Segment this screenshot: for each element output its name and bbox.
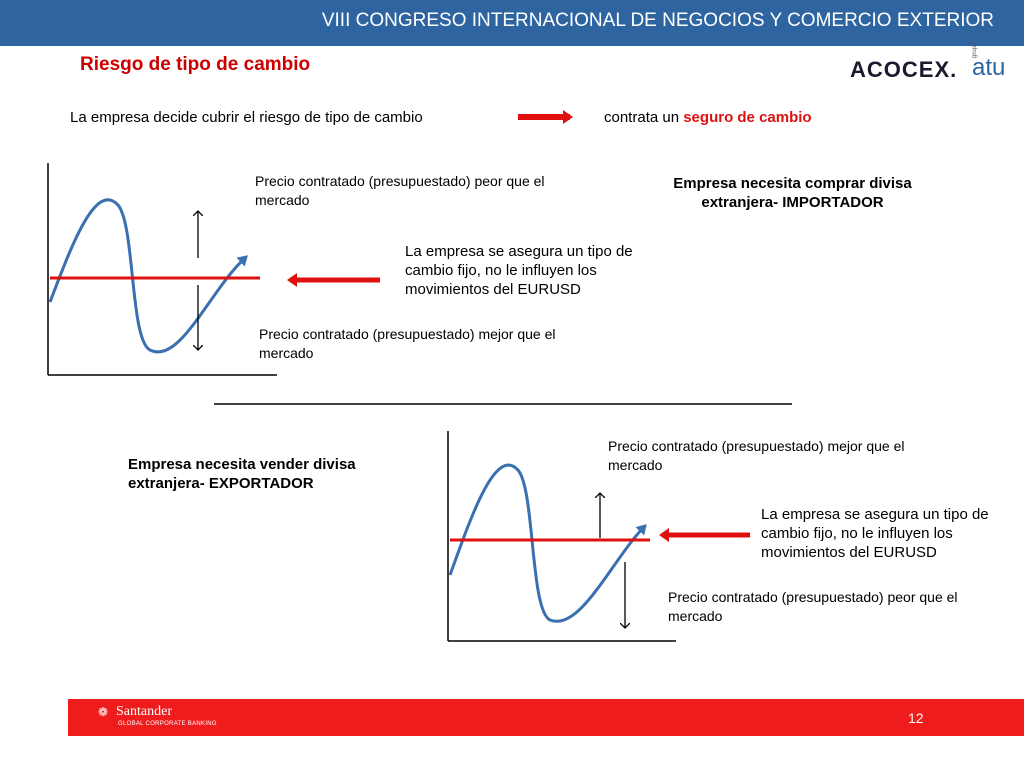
exporter-top-label: Precio contratado (presupuestado) mejor que el mercado [608, 438, 905, 473]
santander-logo-sub: GLOBAL CORPORATE BANKING [118, 721, 217, 727]
santander-logo-text: Santander [116, 704, 172, 719]
importer-heading: Empresa necesita comprar divisa extranjera- IMPORTADOR [673, 175, 912, 211]
atu-logo-small: grupo [972, 42, 978, 58]
exporter-side-label: La empresa se asegura un tipo de cambio fijo, no le influyen los movimientos del EURUSD [761, 506, 989, 561]
importer-bottom-label: Precio contratado (presupuestado) mejor que el mercado [259, 326, 556, 361]
intro-right-prefix: contrata un [604, 109, 684, 126]
header-title: VIII CONGRESO INTERNACIONAL DE NEGOCIOS Y COMERCIO EXTERIOR [321, 10, 994, 31]
santander-flame-icon: ❁ [98, 705, 109, 719]
slide-title: Riesgo de tipo de cambio [80, 54, 311, 75]
page-number: 12 [908, 710, 924, 726]
importer-side-label: La empresa se asegura un tipo de cambio fijo, no le influyen los movimientos del EURUSD [405, 243, 633, 298]
importer-chart [48, 163, 380, 375]
atu-logo-text: atu [972, 54, 1006, 81]
acocex-logo-text: ACOCEX. [850, 57, 958, 82]
exporter-chart [448, 431, 750, 641]
importer-top-label: Precio contratado (presupuestado) peor que el mercado [255, 173, 545, 208]
exporter-heading: Empresa necesita vender divisa extranjera- EXPORTADOR [128, 456, 356, 492]
exporter-bottom-label: Precio contratado (presupuestado) peor que el mercado [668, 589, 958, 624]
intro-right-highlight: seguro de cambio [683, 109, 812, 126]
exporter-curve [450, 465, 644, 621]
importer-curve [50, 200, 245, 352]
footer-bar [68, 699, 1024, 736]
intro-left-text: La empresa decide cubrir el riesgo de tipo de cambio [70, 109, 423, 126]
